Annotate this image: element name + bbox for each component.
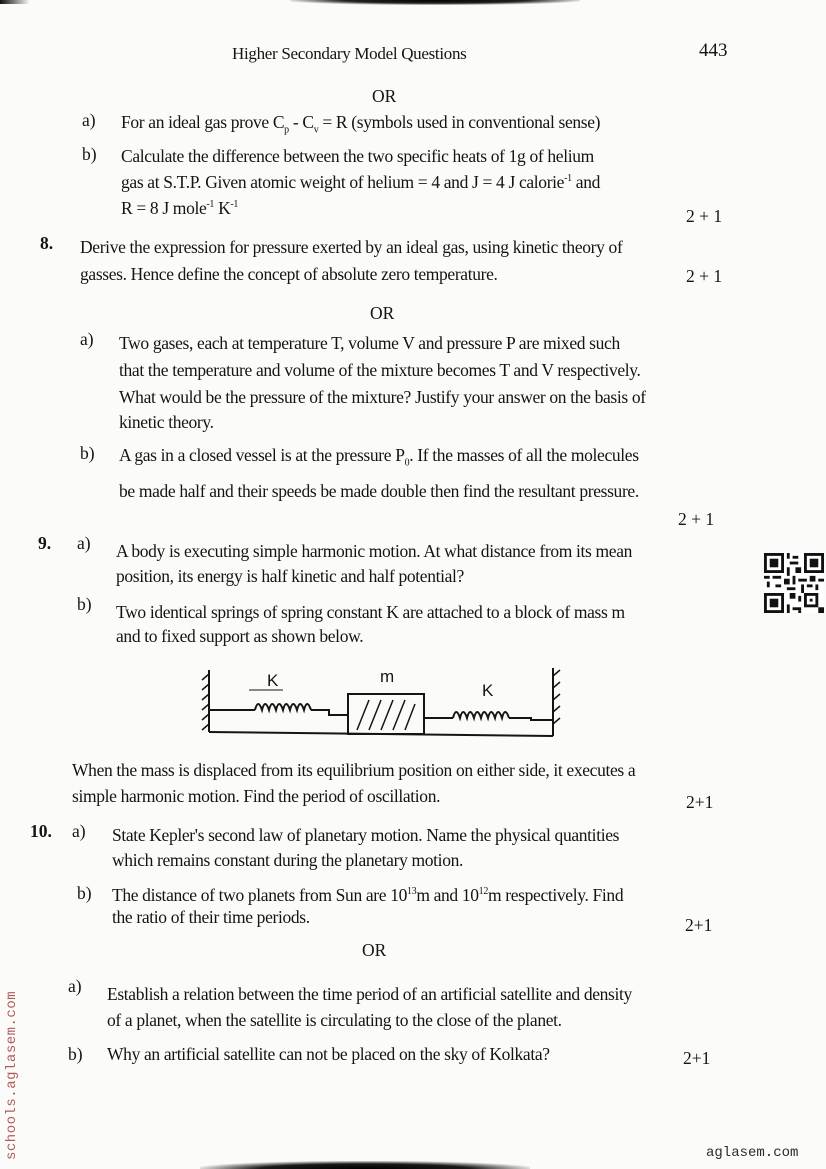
- marks-allocation: 2+1: [686, 792, 714, 812]
- sub-question-label: b): [68, 1044, 83, 1064]
- marks-allocation: 2+1: [685, 915, 713, 935]
- marks-allocation: 2+1: [683, 1048, 711, 1068]
- sub-question-label: b): [77, 594, 92, 614]
- question-10-a-line-1: State Kepler's second law of planetary motion. Name the physical quantities: [112, 825, 620, 845]
- text: For an ideal gas prove C: [121, 112, 285, 132]
- sub-question-label: a): [68, 976, 82, 996]
- or-separator: OR: [362, 940, 387, 960]
- scan-binding-shadow-bottom: [200, 1161, 530, 1169]
- text: - C: [288, 112, 314, 132]
- sub-question-label: b): [77, 883, 92, 903]
- question-9-b-continuation-line-2: simple harmonic motion. Find the period of oscillation.: [72, 786, 441, 806]
- question-number: 8.: [40, 233, 54, 253]
- question-number: 10.: [30, 821, 52, 841]
- question-8-line-1: Derive the expression for pressure exerted by an ideal gas, using kinetic theory of: [80, 237, 623, 257]
- question-10-b-line-1: [112, 885, 623, 906]
- question-8-or-a-line-2: that the temperature and volume of the mixture becomes T and V respectively.: [119, 360, 641, 380]
- question-9-b-line-2: and to fixed support as shown below.: [116, 626, 364, 646]
- question-10-a-line-2: which remains constant during the planetary motion.: [112, 850, 464, 870]
- qr-code-graphic: [764, 553, 824, 613]
- superscript: -1: [230, 199, 239, 211]
- text: A gas in a closed vessel is at the pressure P: [119, 445, 405, 465]
- sub-question-label: b): [82, 144, 97, 164]
- question-8-or-a-line-4: kinetic theory.: [119, 412, 214, 432]
- sub-question-label: b): [80, 443, 95, 463]
- page-header-title: Higher Secondary Model Questions: [232, 44, 467, 63]
- question-number: 9.: [38, 533, 52, 553]
- question-10-or-b-line-1: Why an artificial satellite can not be placed on the sky of Kolkata?: [107, 1044, 550, 1064]
- text: gas at S.T.P. Given atomic weight of helium = 4 and J = 4 J calorie: [121, 172, 565, 192]
- question-9-b-continuation-line-1: When the mass is displaced from its equilibrium position on either side, it executes a: [72, 760, 636, 780]
- question-8-line-2: gasses. Hence define the concept of absolute zero temperature.: [80, 264, 498, 284]
- sub-question-label: a): [77, 533, 91, 553]
- marks-allocation: 2 + 1: [686, 266, 723, 286]
- question-9-b-line-1: Two identical springs of spring constant K are attached to a block of mass m: [116, 602, 625, 622]
- question-10-b-line-2: the ratio of their time periods.: [112, 907, 310, 927]
- scan-binding-shadow-top: [290, 0, 580, 5]
- subscript: 0: [404, 457, 410, 469]
- bottom-watermark-link[interactable]: aglasem.com: [706, 1145, 799, 1161]
- spring-mass-figure: [195, 660, 580, 740]
- question-7-or-a-text: [121, 112, 600, 136]
- question-7-or-b-line-2: [121, 172, 600, 193]
- subscript: v: [313, 124, 319, 136]
- text: and: [571, 172, 600, 192]
- text: = R (symbols used in conventional sense): [318, 112, 601, 132]
- or-separator: OR: [370, 303, 395, 323]
- superscript: -1: [206, 199, 215, 211]
- question-7-or-b-line-1: Calculate the difference between the two specific heats of 1g of helium: [121, 146, 594, 166]
- sub-question-label: a): [80, 329, 94, 349]
- text: The distance of two planets from Sun are 10: [112, 885, 408, 905]
- or-separator: OR: [372, 86, 397, 106]
- marks-allocation: 2 + 1: [678, 509, 715, 529]
- page-number: 443: [699, 40, 728, 61]
- spring-mass-diagram: [195, 660, 580, 740]
- diagram-label-left-spring: K: [267, 671, 279, 690]
- text: . If the masses of all the molecules: [409, 445, 639, 465]
- subscript: p: [284, 124, 289, 136]
- question-9-a-line-1: A body is executing simple harmonic motion. At what distance from its mean: [116, 541, 633, 561]
- question-8-or-a-line-1: Two gases, each at temperature T, volume V and pressure P are mixed such: [119, 333, 620, 353]
- diagram-label-mass: m: [380, 667, 395, 686]
- qr-code-icon[interactable]: [764, 553, 824, 613]
- superscript: -1: [564, 173, 572, 185]
- side-watermark-link[interactable]: schools.aglasem.com: [4, 990, 20, 1160]
- sub-question-label: a): [82, 110, 96, 130]
- text: R = 8 J mole: [121, 198, 207, 218]
- superscript: 12: [478, 886, 488, 898]
- text: K: [214, 198, 231, 218]
- scan-edge-shadow: [0, 0, 30, 4]
- question-8-or-b-line-2: be made half and their speeds be made double then find the resultant pressure.: [119, 481, 639, 501]
- diagram-label-right-spring: K: [482, 681, 494, 700]
- superscript: 13: [407, 886, 417, 898]
- sub-question-label: a): [72, 821, 86, 841]
- question-9-a-line-2: position, its energy is half kinetic and half potential?: [116, 566, 464, 586]
- text: m and 10: [416, 885, 479, 905]
- question-8-or-b-line-1: [119, 445, 639, 469]
- question-10-or-a-line-2: of a planet, when the satellite is circulating to the close of the planet.: [107, 1010, 562, 1030]
- question-10-or-a-line-1: Establish a relation between the time period of an artificial satellite and density: [107, 984, 632, 1004]
- marks-allocation: 2 + 1: [686, 206, 723, 226]
- question-8-or-a-line-3: What would be the pressure of the mixture? Justify your answer on the basis of: [119, 387, 646, 407]
- question-7-or-b-line-3: [121, 198, 238, 219]
- text: m respectively. Find: [487, 885, 624, 905]
